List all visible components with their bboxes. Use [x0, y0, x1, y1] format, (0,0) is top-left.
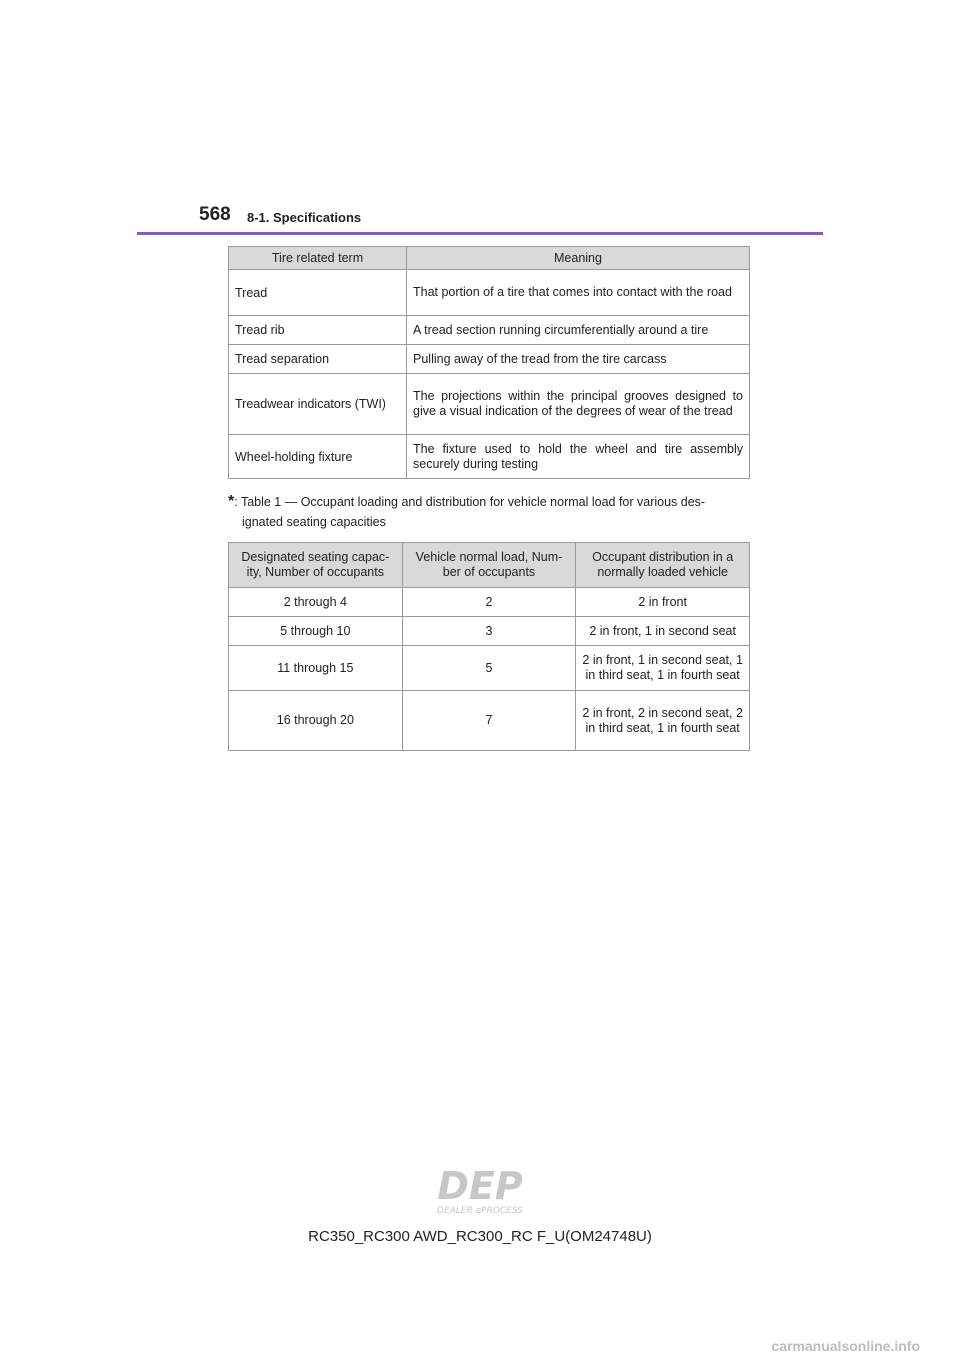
table-row: [229, 588, 750, 617]
meaning-cell: Pulling away of the tread from the tire carcass: [407, 345, 750, 374]
footnote-text: : Table 1 — Occupant loading and distribution for vehicle normal load for various des-: [234, 495, 706, 509]
watermark: carmanualsonline.info: [771, 1338, 920, 1354]
normal-load-cell: 2: [402, 588, 576, 617]
capacity-cell: 16 through 20: [229, 691, 403, 751]
capacity-cell: 2 through 4: [229, 588, 403, 617]
table-header-row: [229, 543, 750, 588]
page-header: [199, 200, 823, 234]
distribution-cell: 2 in front, 1 in second seat: [576, 617, 750, 646]
column-header-meaning: Meaning: [407, 247, 750, 270]
table-footnote: [228, 492, 750, 532]
normal-load-cell: 5: [402, 646, 576, 691]
tire-terms-table: [228, 246, 750, 479]
table-row: [229, 374, 750, 435]
header-divider: [137, 232, 823, 235]
occupant-loading-table: [228, 542, 750, 751]
meaning-cell: A tread section running circumferentially around a tire: [407, 316, 750, 345]
term-cell: Tread rib: [229, 316, 407, 345]
table-row: [229, 617, 750, 646]
model-code-footer: RC350_RC300 AWD_RC300_RC F_U(OM24748U): [308, 1228, 652, 1245]
meaning-cell: That portion of a tire that comes into contact with the road: [407, 270, 750, 316]
footnote-line: [228, 492, 750, 512]
term-cell: Treadwear indicators (TWI): [229, 374, 407, 435]
capacity-cell: 11 through 15: [229, 646, 403, 691]
column-header-term: Tire related term: [229, 247, 407, 270]
footnote-marker: *: [228, 493, 235, 510]
section-title: 8-1. Specifications: [247, 210, 362, 225]
table-row: [229, 270, 750, 316]
normal-load-cell: 3: [402, 617, 576, 646]
footnote-continuation: ignated seating capacities: [242, 515, 386, 529]
term-cell: Wheel-holding fixture: [229, 435, 407, 479]
page-number: 568: [199, 204, 231, 225]
table-row: [229, 316, 750, 345]
dealer-eprocess-logo: [414, 1163, 546, 1215]
meaning-cell: The fixture used to hold the wheel and tire assembly securely during testing: [407, 435, 750, 479]
column-header-capacity: Designated seating capac- ity, Number of occupants: [229, 543, 403, 588]
table-header-row: [229, 247, 750, 270]
distribution-cell: 2 in front, 2 in second seat, 2 in third seat, 1 in fourth seat: [576, 691, 750, 751]
logo-tagline: DEALER ePROCESS: [437, 1206, 523, 1215]
table-row: [229, 646, 750, 691]
distribution-cell: 2 in front: [576, 588, 750, 617]
logo-letters: DEP: [437, 1164, 523, 1208]
meaning-cell: The projections within the principal grooves designed to give a visual indication of the degrees of wear of the tread: [407, 374, 750, 435]
table-row: [229, 345, 750, 374]
table-row: [229, 435, 750, 479]
column-header-normal-load: Vehicle normal load, Num- ber of occupants: [402, 543, 576, 588]
capacity-cell: 5 through 10: [229, 617, 403, 646]
table-row: [229, 691, 750, 751]
column-header-distribution: Occupant distribution in a normally loaded vehicle: [576, 543, 750, 588]
term-cell: Tread: [229, 270, 407, 316]
distribution-cell: 2 in front, 1 in second seat, 1 in third seat, 1 in fourth seat: [576, 646, 750, 691]
normal-load-cell: 7: [402, 691, 576, 751]
term-cell: Tread separation: [229, 345, 407, 374]
